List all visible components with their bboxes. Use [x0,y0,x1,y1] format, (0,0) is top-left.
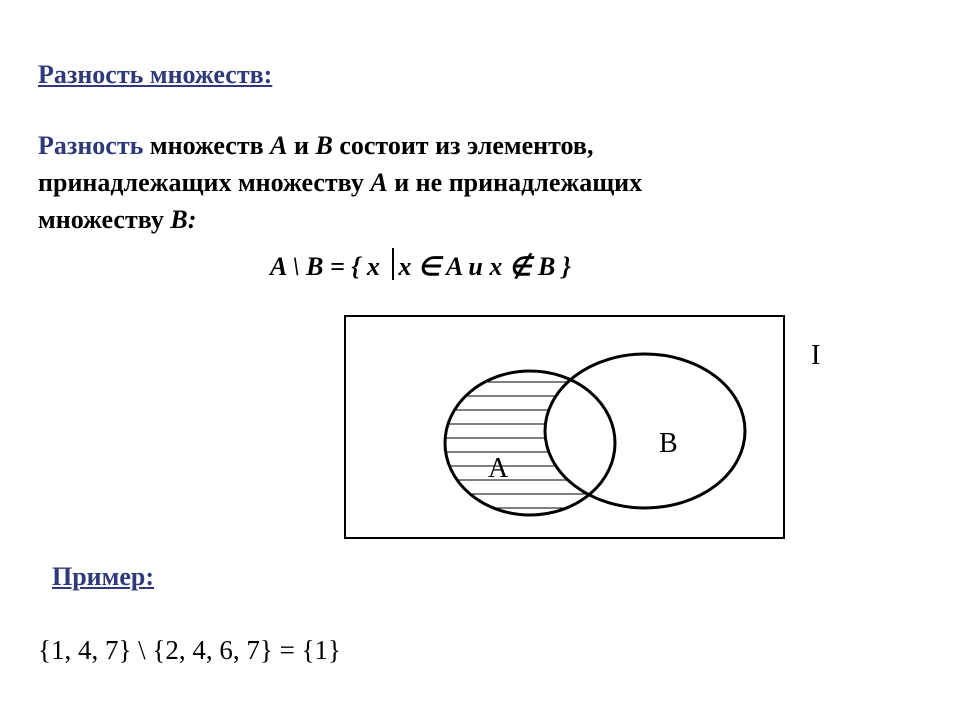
difference-hatching [440,382,620,508]
definition-text-part: множеств [143,131,271,160]
formula-left: A \ B = { x [270,252,387,281]
set-a-symbol: A [370,168,388,197]
definition-term: Разность [38,131,144,160]
set-a-label: A [488,453,509,484]
example-heading: Пример: [52,562,155,591]
definition-text-part: и [287,131,316,160]
set-a-symbol: A [270,131,288,160]
definition-text-part: и не принадлежащих [387,168,643,197]
definition-text-part: множеству [38,205,171,234]
formula-right: x ∈ A и x ∉ B } [398,252,571,281]
example-expression: {1, 4, 7} \ {2, 4, 6, 7} = {1} [38,635,341,665]
set-b-label: B [659,428,678,459]
universe-label: I [811,340,821,371]
universe-rectangle [345,316,784,538]
set-b-symbol: B: [170,205,197,234]
set-b-circle [545,354,745,508]
definition-text-part: состоит из элементов, [332,131,594,160]
definition-text-part: принадлежащих множеству [38,168,371,197]
set-b-symbol: B [315,131,333,160]
slide-title: Разность множеств: [38,60,273,89]
